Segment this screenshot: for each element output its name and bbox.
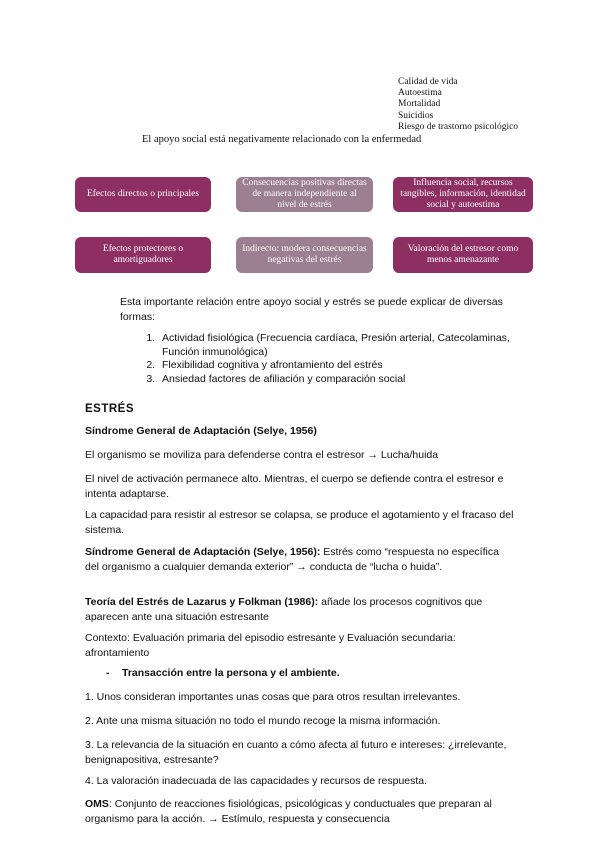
paragraph-sga-definition (85, 545, 515, 574)
box-protective-effects: Efectos protectores o amortiguadores (75, 237, 211, 273)
factor-item: 2. Flexibilidad cognitiva y afrontamiento del estrés (158, 359, 538, 373)
box-indirect-moderates: Indirecto: modera consecuencias negativas del estrés (236, 237, 373, 273)
factors-list (140, 332, 538, 386)
paragraph-oms (85, 797, 515, 826)
sga-heading: Síndrome General de Adaptación (Selye, 1956) (85, 425, 317, 437)
diagram-caption: El apoyo social está negativamente relacionado con la enfermedad (142, 134, 422, 145)
outcome-item: Calidad de vida (398, 77, 458, 87)
factor-item: 1. Actividad fisiológica (Frecuencia cardíaca, Presión arterial, Catecolaminas, Función inmunológica) (158, 332, 538, 359)
section-heading: ESTRÉS (85, 403, 135, 415)
oms-term: OMS (85, 798, 109, 810)
outcome-item: Riesgo de trastorno psicológico (398, 121, 519, 132)
box-stressor-appraisal: Valoración del estresor como menos amenazante (393, 237, 533, 273)
outcome-item: Suicidios (398, 110, 434, 121)
oms-text: : Conjunto de reacciones fisiológicas, psicológicas y conductuales que preparan al organismo para la acción. → Estímulo, respuesta y consecuencia (85, 798, 492, 825)
lazarus-term: Teoría del Estrés de Lazarus y Folkman (1986): (85, 596, 319, 608)
bullet-marker: - (106, 667, 110, 679)
outcomes-list (398, 77, 518, 133)
sga-definition-term: Síndrome General de Adaptación (Selye, 1956): (85, 546, 321, 558)
bullet-transaction: Transacción entre la persona y el ambiente. (122, 667, 340, 679)
lazarus-text: añade los procesos cognitivos que aparecen ante una situación estresante (85, 596, 483, 623)
factor-item: 3. Ansiedad factores de afiliación y comparación social (158, 373, 538, 387)
box-direct-effects: Efectos directos o principales (75, 177, 211, 212)
numbered-point-2: 2. Ante una misma situación no todo el mundo recoge la misma información. (85, 715, 441, 727)
numbered-point-4: 4. La valoración inadecuada de las capacidades y recursos de respuesta. (85, 775, 428, 787)
numbered-point-1: 1. Unos consideran importantes unas cosas que para otros resultan irrelevantes. (85, 691, 461, 703)
paragraph-alarm: El organismo se moviliza para defenderse contra el estresor → Lucha/huida (85, 449, 439, 461)
intro-paragraph: Esta importante relación entre apoyo social y estrés se puede explicar de diversas formas: (120, 296, 503, 323)
paragraph-context: Contexto: Evaluación primaria del episodio estresante y Evaluación secundaria: afrontamiento (85, 632, 456, 659)
box-positive-consequences: Consecuencias positivas directas de manera independiente al nivel de estrés (236, 177, 373, 212)
outcome-item: Autoestima (398, 88, 442, 99)
numbered-point-3: 3. La relevancia de la situación en cuanto a cómo afecta al futuro e intereses: ¿irrelevante, benignapositiva, estresante? (85, 739, 507, 766)
box-social-influence: Influencia social, recursos tangibles, información, identidad social y autoestima (393, 177, 533, 212)
paragraph-lazarus (85, 595, 515, 624)
outcome-item: Mortalidad (398, 99, 441, 110)
paragraph-exhaustion: La capacidad para resistir al estresor se colapsa, se produce el agotamiento y el fracaso del sistema. (85, 509, 514, 536)
paragraph-resistance: El nivel de activación permanece alto. Mientras, el cuerpo se defiende contra el estresor e intenta adaptarse. (85, 473, 504, 500)
sga-definition-text: Estrés como “respuesta no específica del organismo a cualquier demanda exterior” → conducta de “lucha o huida”. (85, 546, 499, 573)
